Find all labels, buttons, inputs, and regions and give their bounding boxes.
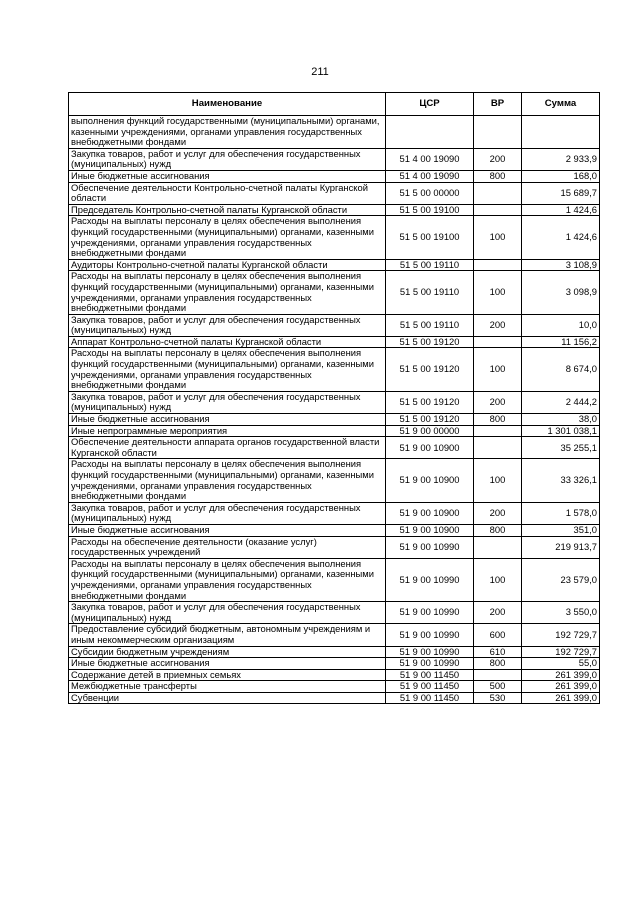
- table-row: [69, 259, 600, 271]
- table-row: [69, 314, 600, 336]
- cell-name: Закупка товаров, работ и услуг для обеспечения государственных (муниципальных) нужд: [69, 602, 386, 624]
- cell-name: Межбюджетные трансферты: [69, 681, 386, 693]
- cell-sum: 23 579,0: [522, 558, 600, 601]
- cell-csr: 51 5 00 19120: [386, 391, 474, 413]
- table-row: [69, 459, 600, 502]
- cell-vr: [474, 182, 522, 204]
- cell-name: Расходы на обеспечение деятельности (оказание услуг) государственных учреждений: [69, 536, 386, 558]
- cell-sum: 2 933,9: [522, 148, 600, 170]
- table-row: [69, 624, 600, 646]
- cell-vr: 200: [474, 391, 522, 413]
- cell-csr: 51 5 00 19120: [386, 348, 474, 391]
- cell-csr: 51 5 00 19110: [386, 271, 474, 314]
- cell-name: Субсидии бюджетным учреждениям: [69, 646, 386, 658]
- table-row: [69, 391, 600, 413]
- cell-sum: 38,0: [522, 414, 600, 426]
- cell-vr: 200: [474, 148, 522, 170]
- header-vr: ВР: [474, 93, 522, 116]
- cell-vr: 200: [474, 602, 522, 624]
- cell-name: Закупка товаров, работ и услуг для обеспечения государственных (муниципальных) нужд: [69, 502, 386, 524]
- cell-sum: 168,0: [522, 170, 600, 182]
- cell-sum: 55,0: [522, 658, 600, 670]
- cell-sum: 33 326,1: [522, 459, 600, 502]
- cell-csr: 51 9 00 11450: [386, 669, 474, 681]
- cell-vr: [474, 669, 522, 681]
- cell-csr: 51 5 00 19100: [386, 216, 474, 259]
- cell-sum: 1 424,6: [522, 204, 600, 216]
- cell-name: Иные бюджетные ассигнования: [69, 170, 386, 182]
- table-row: [69, 524, 600, 536]
- cell-sum: 1 424,6: [522, 216, 600, 259]
- table-row: [69, 336, 600, 348]
- cell-vr: 200: [474, 502, 522, 524]
- table-row: [69, 216, 600, 259]
- cell-sum: 3 098,9: [522, 271, 600, 314]
- table-row: [69, 116, 600, 149]
- cell-csr: 51 5 00 19110: [386, 259, 474, 271]
- table-row: [69, 437, 600, 459]
- cell-name: Расходы на выплаты персоналу в целях обеспечения выполнения функций государственными (муниципальными) органами, казенными учреждениями, органами управления государственных внебюджетными фондами: [69, 459, 386, 502]
- cell-name: Содержание детей в приемных семьях: [69, 669, 386, 681]
- cell-name: Предоставление субсидий бюджетным, автономным учреждениям и иным некоммерческим организациям: [69, 624, 386, 646]
- cell-name: Расходы на выплаты персоналу в целях обеспечения выполнения функций государственными (муниципальными) органами, казенными учреждениями, органами управления государственных внебюджетными фондами: [69, 558, 386, 601]
- table-row: [69, 536, 600, 558]
- header-csr: ЦСР: [386, 93, 474, 116]
- table-row: [69, 425, 600, 437]
- cell-csr: 51 9 00 00000: [386, 425, 474, 437]
- table-row: [69, 646, 600, 658]
- cell-name: Иные бюджетные ассигнования: [69, 414, 386, 426]
- cell-name: Обеспечение деятельности аппарата органов государственной власти Курганской области: [69, 437, 386, 459]
- table-row: [69, 502, 600, 524]
- table-row: [69, 348, 600, 391]
- table-row: [69, 204, 600, 216]
- cell-vr: 600: [474, 624, 522, 646]
- cell-name: Иные бюджетные ассигнования: [69, 524, 386, 536]
- cell-name: Иные непрограммные мероприятия: [69, 425, 386, 437]
- cell-vr: 530: [474, 692, 522, 704]
- cell-csr: [386, 116, 474, 149]
- cell-vr: 800: [474, 170, 522, 182]
- cell-csr: 51 9 00 10990: [386, 558, 474, 601]
- table-row: [69, 148, 600, 170]
- cell-name: Расходы на выплаты персоналу в целях обеспечения выполнения функций государственными (муниципальными) органами, казенными учреждениями, органами управления государственных внебюджетными фондами: [69, 216, 386, 259]
- cell-sum: 261 399,0: [522, 692, 600, 704]
- cell-vr: 100: [474, 271, 522, 314]
- cell-vr: [474, 204, 522, 216]
- cell-csr: 51 9 00 10900: [386, 524, 474, 536]
- cell-vr: [474, 536, 522, 558]
- cell-vr: [474, 425, 522, 437]
- cell-csr: 51 9 00 11450: [386, 692, 474, 704]
- cell-csr: 51 9 00 10990: [386, 536, 474, 558]
- table-row: [69, 602, 600, 624]
- cell-vr: [474, 116, 522, 149]
- cell-vr: 800: [474, 414, 522, 426]
- cell-csr: 51 9 00 10900: [386, 459, 474, 502]
- table-row: [69, 669, 600, 681]
- cell-vr: 200: [474, 314, 522, 336]
- cell-name: Закупка товаров, работ и услуг для обеспечения государственных (муниципальных) нужд: [69, 314, 386, 336]
- cell-csr: 51 9 00 10900: [386, 502, 474, 524]
- cell-vr: 800: [474, 524, 522, 536]
- cell-csr: 51 5 00 19120: [386, 336, 474, 348]
- table-row: [69, 681, 600, 693]
- cell-csr: 51 9 00 10990: [386, 602, 474, 624]
- cell-csr: 51 9 00 10990: [386, 646, 474, 658]
- cell-vr: [474, 437, 522, 459]
- cell-vr: 100: [474, 558, 522, 601]
- cell-vr: [474, 259, 522, 271]
- cell-name: выполнения функций государственными (муниципальными) органами, казенными учреждениями, органами управления государственных внебюджетными фондами: [69, 116, 386, 149]
- cell-vr: 100: [474, 348, 522, 391]
- table-row: [69, 170, 600, 182]
- cell-sum: 35 255,1: [522, 437, 600, 459]
- cell-sum: 261 399,0: [522, 669, 600, 681]
- budget-table: [68, 92, 600, 704]
- cell-csr: 51 4 00 19090: [386, 148, 474, 170]
- table-body: [69, 116, 600, 704]
- cell-vr: 100: [474, 216, 522, 259]
- cell-name: Обеспечение деятельности Контрольно-счетной палаты Курганской области: [69, 182, 386, 204]
- cell-sum: 351,0: [522, 524, 600, 536]
- cell-vr: 100: [474, 459, 522, 502]
- cell-sum: 11 156,2: [522, 336, 600, 348]
- cell-csr: 51 4 00 19090: [386, 170, 474, 182]
- cell-sum: 2 444,2: [522, 391, 600, 413]
- cell-vr: 800: [474, 658, 522, 670]
- header-sum: Сумма: [522, 93, 600, 116]
- cell-sum: 3 550,0: [522, 602, 600, 624]
- cell-csr: 51 5 00 19110: [386, 314, 474, 336]
- cell-vr: [474, 336, 522, 348]
- cell-sum: 219 913,7: [522, 536, 600, 558]
- table-row: [69, 414, 600, 426]
- cell-name: Аудиторы Контрольно-счетной палаты Курганской области: [69, 259, 386, 271]
- cell-name: Закупка товаров, работ и услуг для обеспечения государственных (муниципальных) нужд: [69, 148, 386, 170]
- cell-name: Аппарат Контрольно-счетной палаты Курганской области: [69, 336, 386, 348]
- cell-name: Расходы на выплаты персоналу в целях обеспечения выполнения функций государственными (муниципальными) органами, казенными учреждениями, органами управления государственных внебюджетными фондами: [69, 348, 386, 391]
- table-row: [69, 658, 600, 670]
- cell-name: Закупка товаров, работ и услуг для обеспечения государственных (муниципальных) нужд: [69, 391, 386, 413]
- cell-csr: 51 5 00 19120: [386, 414, 474, 426]
- cell-sum: 8 674,0: [522, 348, 600, 391]
- header-name: Наименование: [69, 93, 386, 116]
- cell-name: Иные бюджетные ассигнования: [69, 658, 386, 670]
- cell-name: Субвенции: [69, 692, 386, 704]
- cell-sum: [522, 116, 600, 149]
- cell-name: Расходы на выплаты персоналу в целях обеспечения выполнения функций государственными (муниципальными) органами, казенными учреждениями, органами управления государственных внебюджетными фондами: [69, 271, 386, 314]
- table-row: [69, 558, 600, 601]
- cell-csr: 51 9 00 11450: [386, 681, 474, 693]
- cell-csr: 51 9 00 10900: [386, 437, 474, 459]
- cell-csr: 51 5 00 00000: [386, 182, 474, 204]
- cell-vr: 610: [474, 646, 522, 658]
- cell-sum: 192 729,7: [522, 624, 600, 646]
- cell-sum: 10,0: [522, 314, 600, 336]
- cell-csr: 51 9 00 10990: [386, 624, 474, 646]
- table-row: [69, 271, 600, 314]
- cell-sum: 3 108,9: [522, 259, 600, 271]
- cell-csr: 51 9 00 10990: [386, 658, 474, 670]
- cell-sum: 1 578,0: [522, 502, 600, 524]
- table-header-row: [69, 93, 600, 116]
- table-row: [69, 692, 600, 704]
- table-row: [69, 182, 600, 204]
- cell-sum: 261 399,0: [522, 681, 600, 693]
- cell-name: Председатель Контрольно-счетной палаты Курганской области: [69, 204, 386, 216]
- cell-sum: 15 689,7: [522, 182, 600, 204]
- cell-csr: 51 5 00 19100: [386, 204, 474, 216]
- page-number: 211: [311, 66, 329, 78]
- cell-vr: 500: [474, 681, 522, 693]
- cell-sum: 192 729,7: [522, 646, 600, 658]
- cell-sum: 1 301 038,1: [522, 425, 600, 437]
